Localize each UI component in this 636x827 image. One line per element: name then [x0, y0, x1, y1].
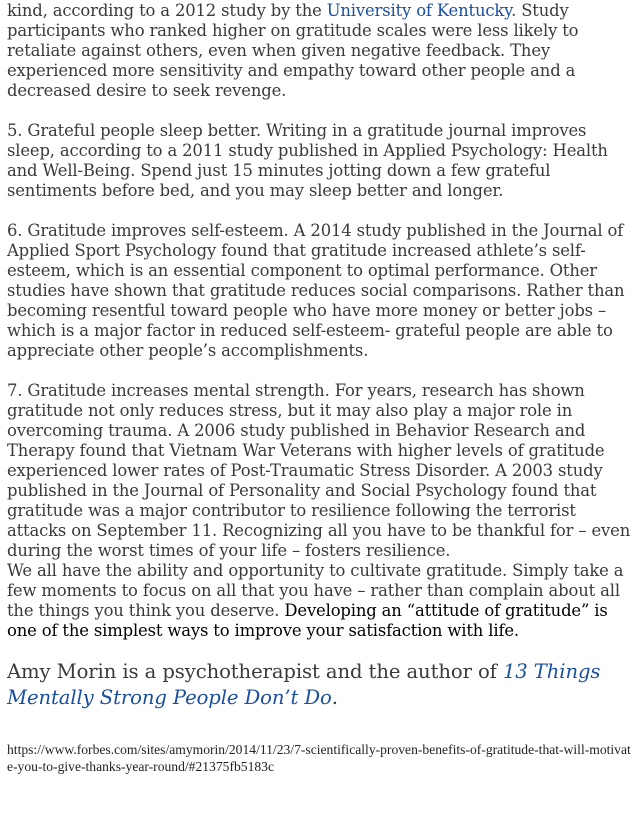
spacer	[7, 641, 633, 659]
spacer	[7, 101, 633, 121]
book-title-link[interactable]: 13 Things Mentally Strong People Don’t Do	[7, 660, 601, 709]
spacer	[7, 361, 633, 381]
author-bio	[7, 659, 633, 711]
paragraph-closing	[7, 561, 633, 641]
spacer	[7, 201, 633, 221]
spacer	[7, 711, 633, 741]
intro-text-start: kind, according to a 2012 study by the	[7, 1, 327, 20]
closing-text: We all have the ability and opportunity to cultivate gratitude. Simply take a few moments to focus on all that you have – rather than complain about all the things you think you deserve.	[7, 561, 624, 620]
article-body	[7, 0, 633, 775]
paragraph-point-6: 6. Gratitude improves self-esteem. A 2014 study published in the Journal of Applied Sport Psychology found that gratitude increased athlete’s self-esteem, which is an essential component to optimal performance. Other studies have shown that gratitude reduces social comparisons. Rather than becoming resentful toward people who have more money or better jobs – which is a major factor in reduced self-esteem- grateful people are able to appreciate other people’s accomplishments.	[7, 221, 625, 360]
paragraph-point-7: 7. Gratitude increases mental strength. For years, research has shown gratitude not only reduces stress, but it may also play a major role in overcoming trauma. A 2006 study published in Behavior Research and Therapy found that Vietnam War Veterans with higher levels of gratitude experienced lower rates of Post-Traumatic Stress Disorder. A 2003 study published in the Journal of Personality and Social Psychology found that gratitude was a major contributor to resilience following the terrorist attacks on September 11. Recognizing all you have to be thankful for – even during the worst times of your life – fosters resilience.	[7, 381, 631, 560]
author-bio-end: .	[331, 686, 338, 709]
paragraph-point-5: 5. Grateful people sleep better. Writing in a gratitude journal improves sleep, according to a 2011 study published in Applied Psychology: Health and Well-Being. Spend just 15 minutes jotting down a few grateful sentiments before bed, and you may sleep better and longer.	[7, 121, 608, 200]
university-of-kentucky-link[interactable]: University of Kentucky	[326, 1, 512, 20]
paragraph-intro	[7, 1, 633, 101]
author-bio-text: Amy Morin is a psychotherapist and the author of	[7, 660, 503, 683]
source-url: https://www.forbes.com/sites/amymorin/2014/11/23/7-scientifically-proven-benefits-of-gratitude-that-will-motivate-you-to-give-thanks-year-round/#21375fb5183c	[7, 742, 631, 774]
closing-emphasis: Developing an “attitude of gratitude” is one of the simplest ways to improve your satisfaction with life.	[7, 601, 608, 640]
intro-text-end: . Study participants who ranked higher on gratitude scales were less likely to retaliate against others, even when given negative feedback. They experienced more sensitivity and empathy toward other people and a decreased desire to seek revenge.	[7, 1, 579, 100]
